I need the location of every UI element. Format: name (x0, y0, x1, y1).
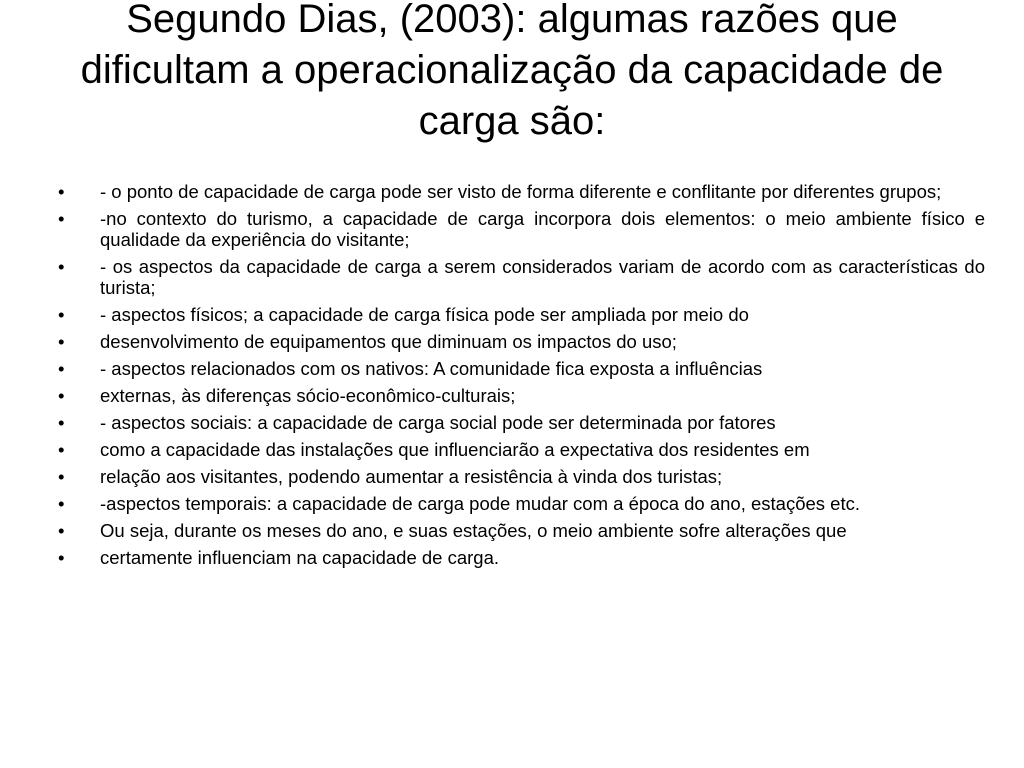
bullet-dot-icon: • (58, 439, 65, 460)
bullet-dot-icon: • (58, 331, 65, 352)
bullet-text: -no contexto do turismo, a capacidade de carga incorpora dois elementos: o meio ambiente físico e qualidade da experiência do visitante; (100, 208, 985, 250)
bullet-text: - os aspectos da capacidade de carga a serem considerados variam de acordo com as características do turista; (100, 256, 985, 298)
bullet-text: - aspectos físicos; a capacidade de carga física pode ser ampliada por meio do (100, 304, 749, 325)
list-item (58, 520, 985, 541)
bullet-dot-icon: • (58, 181, 65, 202)
bullet-text: Ou seja, durante os meses do ano, e suas estações, o meio ambiente sofre alterações que (100, 520, 847, 541)
list-item (58, 439, 985, 460)
bullet-dot-icon: • (58, 466, 65, 487)
list-item (58, 304, 985, 325)
bullet-dot-icon: • (58, 493, 65, 514)
list-item (58, 466, 985, 487)
bullet-dot-icon: • (58, 208, 65, 229)
list-item (58, 256, 985, 298)
list-item (58, 181, 985, 202)
bullet-text: relação aos visitantes, podendo aumentar a resistência à vinda dos turistas; (100, 466, 723, 487)
bullet-dot-icon: • (58, 547, 65, 568)
bullet-dot-icon: • (58, 412, 65, 433)
bullet-text: - o ponto de capacidade de carga pode ser visto de forma diferente e conflitante por diferentes grupos; (100, 181, 942, 202)
bullet-dot-icon: • (58, 256, 65, 277)
list-item (58, 547, 985, 568)
bullet-text: - aspectos relacionados com os nativos: A comunidade fica exposta a influências (100, 358, 763, 379)
list-item (58, 358, 985, 379)
bullet-dot-icon: • (58, 358, 65, 379)
bullet-dot-icon: • (58, 520, 65, 541)
bullet-text: desenvolvimento de equipamentos que diminuam os impactos do uso; (100, 331, 677, 352)
bullet-text: - aspectos sociais: a capacidade de carga social pode ser determinada por fatores (100, 412, 776, 433)
bullet-text: externas, às diferenças sócio-econômico-culturais; (100, 385, 516, 406)
list-item (58, 493, 985, 514)
bullet-text: como a capacidade das instalações que influenciarão a expectativa dos residentes em (100, 439, 810, 460)
list-item (58, 331, 985, 352)
bullet-text: -aspectos temporais: a capacidade de carga pode mudar com a época do ano, estações etc. (100, 493, 860, 514)
list-item (58, 208, 985, 250)
bullet-dot-icon: • (58, 304, 65, 325)
bullet-list (58, 181, 985, 574)
list-item (58, 385, 985, 406)
bullet-dot-icon: • (58, 385, 65, 406)
bullet-text: certamente influenciam na capacidade de carga. (100, 547, 500, 568)
slide-title: Segundo Dias, (2003): algumas razões que dificultam a operacionalização da capacidade de carga são: (80, 0, 944, 143)
list-item (58, 412, 985, 433)
